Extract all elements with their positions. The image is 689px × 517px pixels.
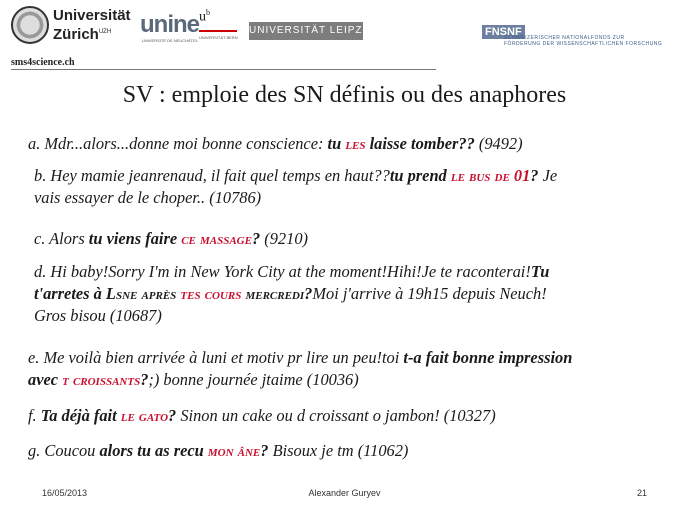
example-c bbox=[34, 228, 308, 250]
fnsnf-logo bbox=[482, 22, 662, 56]
header-divider bbox=[11, 69, 436, 70]
footer-date: 16/05/2013 bbox=[42, 488, 88, 498]
example-d bbox=[34, 261, 549, 327]
fnsnf-line2: FÖRDERUNG DER WISSENSCHAFTLICHEN FORSCHUNG bbox=[504, 41, 663, 47]
ex-e-bold3: ? bbox=[140, 370, 149, 389]
ex-b-bold1: tu prend bbox=[389, 166, 451, 185]
unine-logo bbox=[140, 11, 199, 43]
leipzig-logo: UNIVERSITÄT LEIPZIG bbox=[249, 22, 363, 40]
ex-c-bold2: ? bbox=[251, 229, 261, 248]
example-e bbox=[28, 347, 572, 391]
unibe-sup: b bbox=[206, 8, 210, 17]
example-a bbox=[28, 133, 523, 155]
ex-c-bold1: tu viens faire bbox=[88, 229, 182, 248]
ex-e-bold1: t-a fait bonne impression bbox=[403, 348, 573, 367]
ex-g-text: g. Coucou bbox=[28, 441, 100, 460]
ex-d-text: d. Hi baby!Sorry I'm in New York City at the moment!Hihi!Je te raconterai! bbox=[34, 262, 531, 281]
ex-g-bold1: alors tu as recu bbox=[99, 441, 208, 460]
footer-page-number: 21 bbox=[637, 488, 648, 498]
uzh-sup: UZH bbox=[98, 29, 112, 35]
ex-f-text2: Sinon un cake ou d croissant o jambon! (10327) bbox=[176, 406, 496, 425]
ex-b-text3: vais essayer de le choper.. (10786) bbox=[34, 188, 262, 207]
ex-b-text: b. Hey mamie jeanrenaud, il fait quel temps en haut?? bbox=[34, 166, 390, 185]
ex-f-text: f. bbox=[28, 406, 41, 425]
ex-d-bold3-sc: mercredi bbox=[241, 284, 305, 303]
ex-d-bold4: ? bbox=[304, 284, 313, 303]
unine-wordmark: unine bbox=[140, 11, 199, 38]
sms4science-link[interactable]: sms4science.ch bbox=[11, 57, 75, 68]
fnsnf-fullname bbox=[504, 35, 662, 47]
example-b bbox=[34, 165, 557, 209]
ex-c-text: c. Alors bbox=[34, 229, 89, 248]
ex-d-highlight: tes cours bbox=[176, 284, 242, 303]
fnsnf-line1: SCHWEIZERISCHER NATIONALFONDS ZUR bbox=[504, 35, 625, 41]
ex-b-highlight: le bus de 01 bbox=[450, 166, 531, 185]
ex-a-ref: (9492) bbox=[474, 134, 523, 153]
slide-title: SV : emploie des SN définis ou des anaphores bbox=[122, 82, 567, 108]
example-g bbox=[28, 440, 408, 462]
unibe-mark: u bbox=[199, 9, 206, 25]
ex-e-text: e. Me voilà bien arrivée à luni et motiv pr lire un peu!toi bbox=[28, 348, 404, 367]
ex-a-bold1: tu bbox=[327, 134, 346, 153]
ex-d-bold2-sc: sne après bbox=[115, 284, 177, 303]
ex-a-text: a. Mdr...alors...donne moi bonne conscience: bbox=[28, 134, 328, 153]
unibe-logo bbox=[199, 8, 243, 44]
ex-d-text2: Moi j'arrive à 19h15 depuis Neuch! bbox=[312, 284, 547, 303]
ex-e-highlight: t croissants bbox=[62, 370, 141, 389]
fnsnf-abbr: FNSNF bbox=[482, 25, 525, 39]
uzh-seal-logo bbox=[11, 6, 49, 44]
ex-a-highlight: les bbox=[345, 134, 366, 153]
ex-e-bold2: avec bbox=[28, 370, 63, 389]
ex-b-bold2: ? bbox=[530, 166, 539, 185]
slide-header bbox=[0, 0, 689, 72]
unibe-red-bar bbox=[199, 30, 237, 32]
ex-f-bold2: ? bbox=[168, 406, 177, 425]
ex-d-bold2: t'arretes à L bbox=[34, 284, 116, 303]
uzh-line2: Zürich bbox=[53, 26, 99, 43]
ex-c-ref: (9210) bbox=[260, 229, 308, 248]
example-f bbox=[28, 405, 496, 427]
unine-subtitle: UNIVERSITÉ DE NEUCHÂTEL bbox=[142, 38, 199, 43]
ex-d-text3: Gros bisou (10687) bbox=[34, 306, 162, 325]
ex-f-highlight: le gato bbox=[120, 406, 169, 425]
ex-g-text2: Bisoux je tm (11062) bbox=[268, 441, 409, 460]
ex-g-bold2: ? bbox=[260, 441, 269, 460]
ex-g-highlight: mon âne bbox=[207, 441, 261, 460]
uzh-line1: Universität bbox=[53, 7, 131, 24]
ex-c-highlight: ce massage bbox=[181, 229, 252, 248]
uzh-logo-text bbox=[53, 8, 131, 43]
ex-e-text2: ;) bonne journée jtaime (10036) bbox=[148, 370, 359, 389]
ex-a-bold2: laisse tomber?? bbox=[365, 134, 475, 153]
ex-f-bold1: Ta déjà fait bbox=[40, 406, 121, 425]
footer-author: Alexander Guryev bbox=[308, 488, 381, 498]
unibe-subtitle: UNIVERSITÄT BERN bbox=[199, 35, 238, 40]
ex-d-bold1: Tu bbox=[530, 262, 550, 281]
ex-b-text2: Je bbox=[538, 166, 558, 185]
